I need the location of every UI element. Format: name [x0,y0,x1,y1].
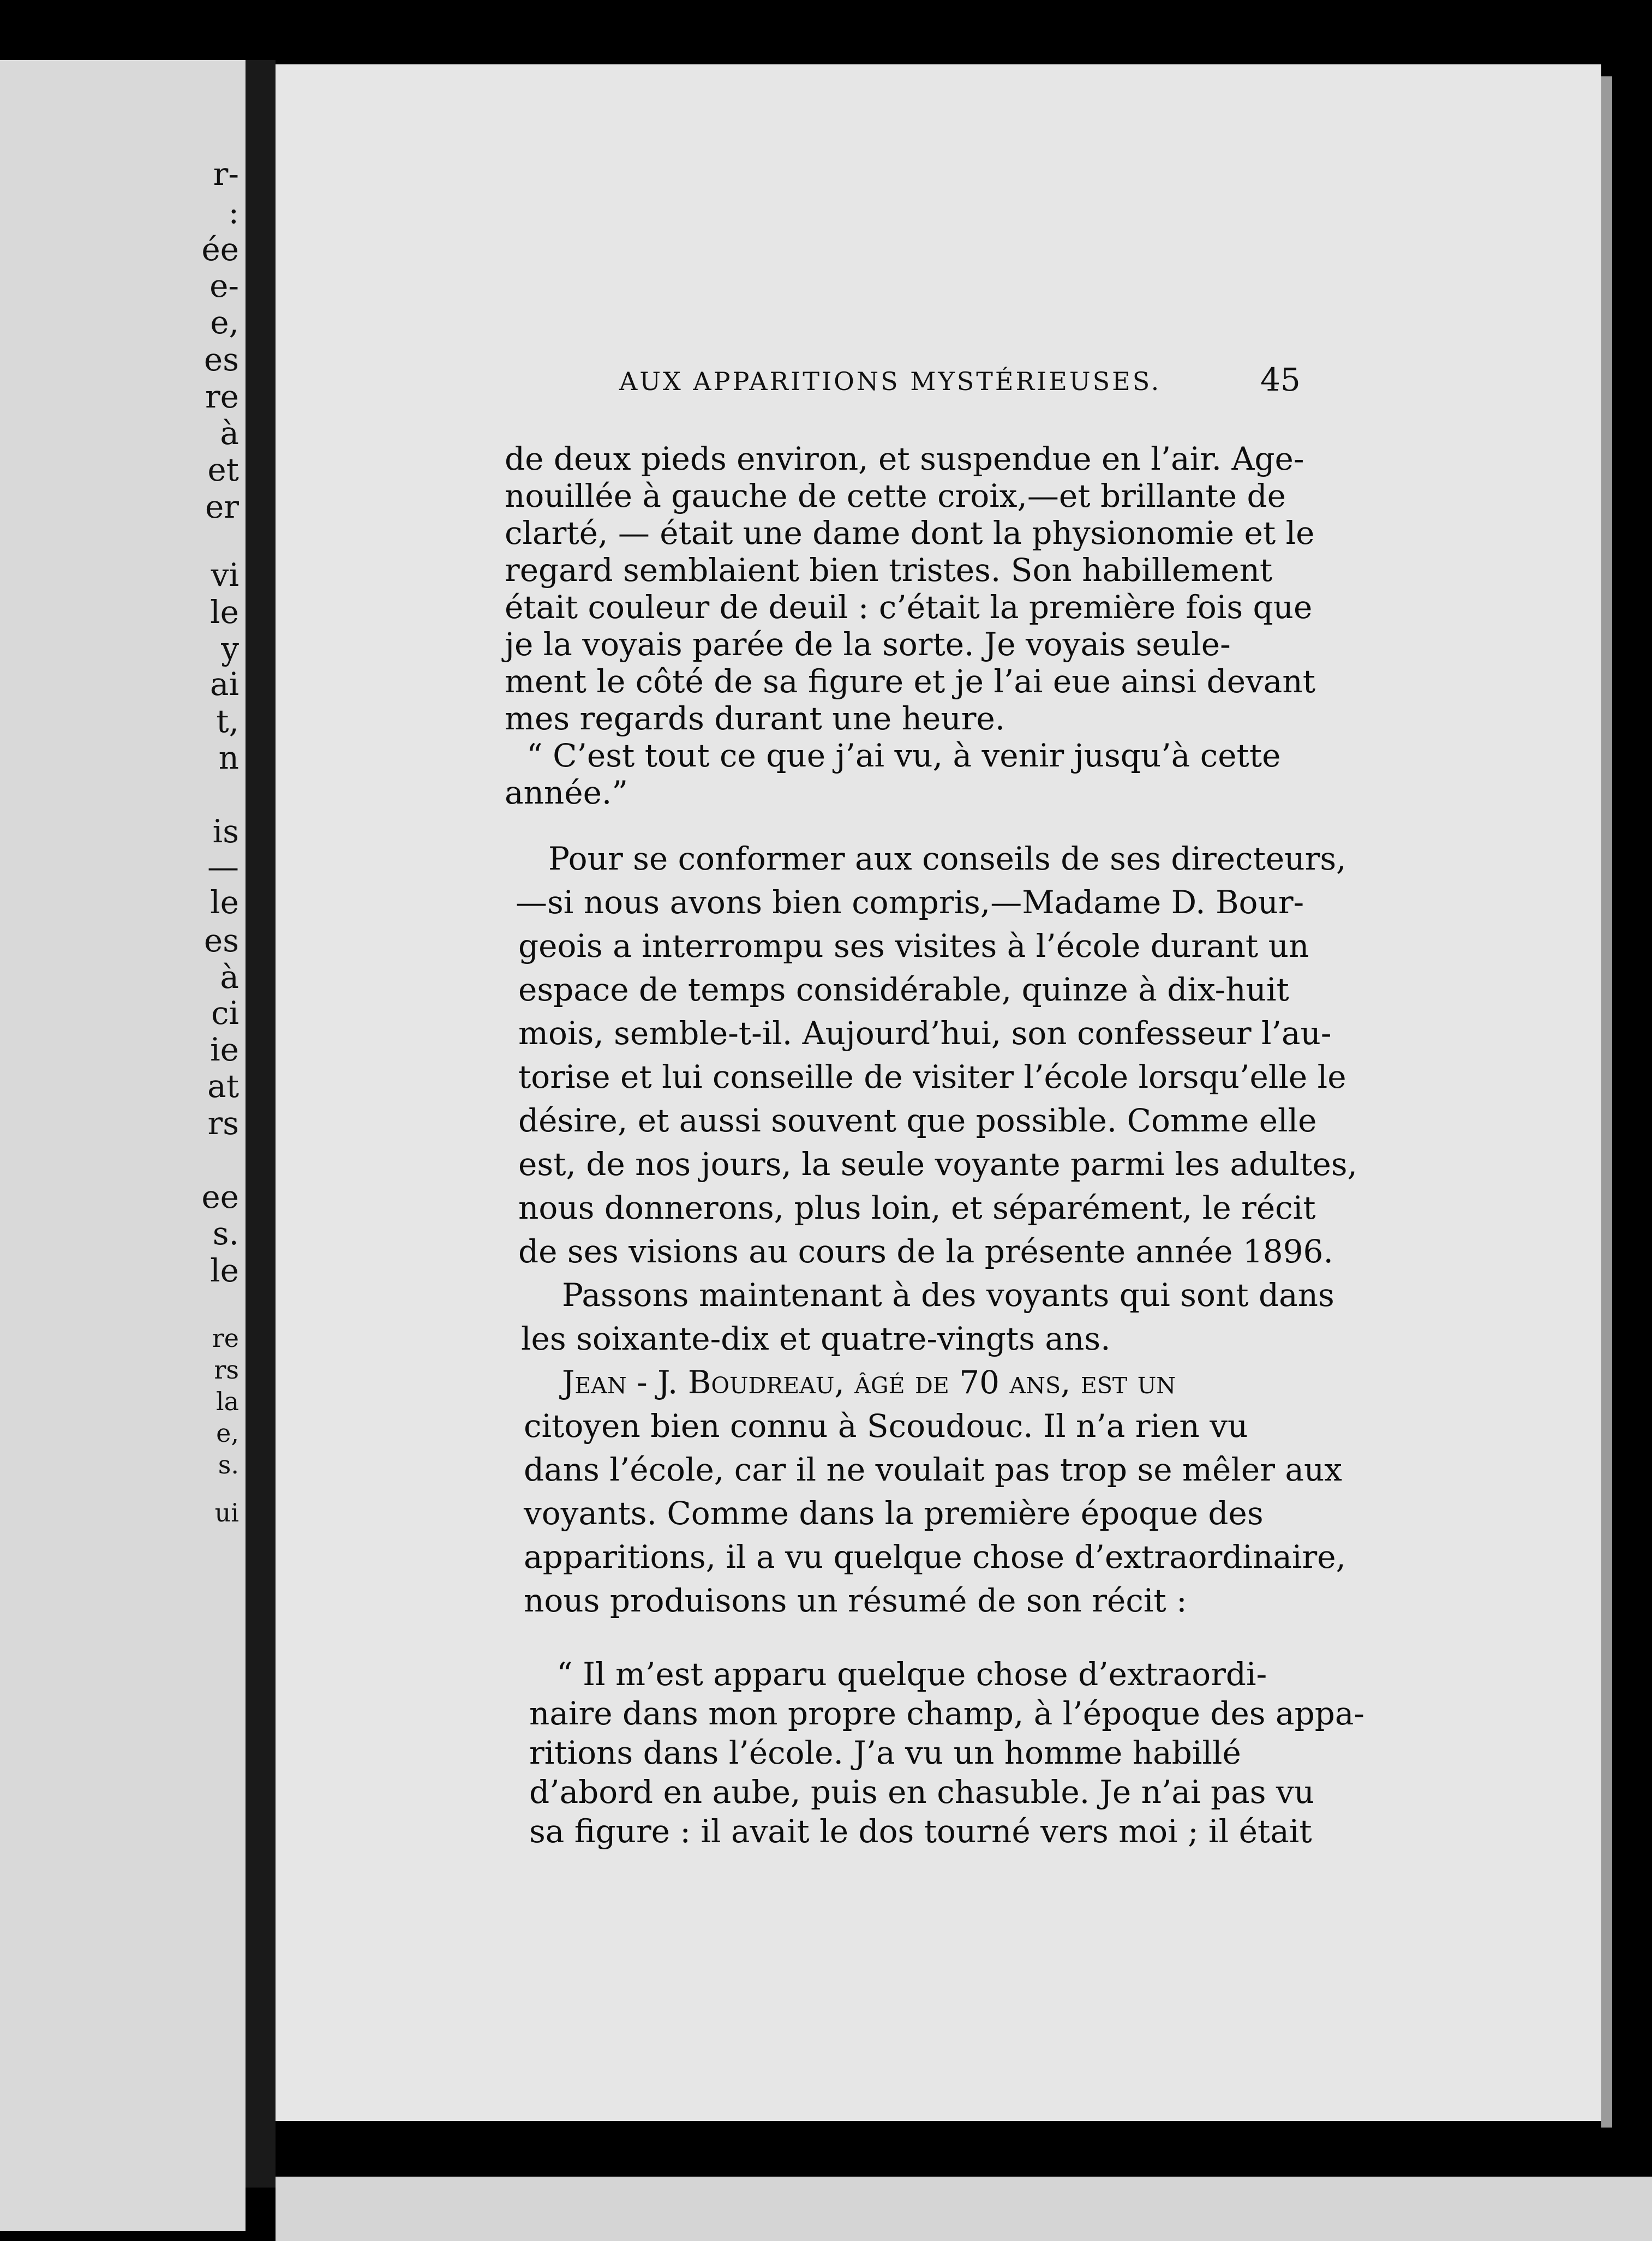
left-fragment: ie [210,1031,239,1068]
left-fragment: at [207,1068,239,1105]
left-fragment: r- [213,155,239,193]
text-line: naire dans mon propre champ, à l’époque des appa- [529,1695,1365,1732]
text-line: nouillée à gauche de cette croix,—et brillante de [505,477,1286,514]
text-line: Pour se conformer aux conseils de ses directeurs, [548,840,1346,877]
page-edge [1601,76,1612,2128]
text-line: voyants. Comme dans la première époque des [524,1495,1264,1532]
text-line: année.” [505,774,629,811]
text-line: mois, semble-t-il. Aujourd’hui, son confesseur l’au- [518,1015,1332,1052]
left-fragment: re [205,378,239,415]
left-fragment: er [205,488,239,525]
left-page-margin [0,60,246,2231]
text-line: d’abord en aube, puis en chasuble. Je n’ai pas vu [529,1773,1315,1811]
left-page [0,60,246,2231]
text-line: je la voyais parée de la sorte. Je voyais seule- [505,626,1231,663]
text-line: —si nous avons bien compris,—Madame D. Bour- [516,884,1304,921]
left-fragment: le [210,1252,239,1289]
left-fragment: ui [214,1498,239,1527]
text-line: apparitions, il a vu quelque chose d’extraordinaire, [524,1538,1346,1575]
left-fragment: rs [207,1105,239,1142]
text-line: regard semblaient bien tristes. Son habillement [505,552,1273,589]
text-line: de deux pieds environ, et suspendue en l’air. Age- [505,440,1304,477]
left-fragment: t, [216,703,239,740]
text-line: geois a interrompu ses visites à l’école durant un [518,927,1309,964]
text-line: “ C’est tout ce que j’ai vu, à venir jusqu’à cette [526,737,1281,774]
left-fragment: e- [210,267,239,304]
left-fragment: : [228,194,239,231]
text-line: clarté, — était une dame dont la physionomie et le [505,514,1315,552]
left-fragment: et [207,451,239,488]
left-fragment: ée [201,231,239,268]
left-fragment: le [210,594,239,631]
left-fragment: ci [211,994,239,1032]
left-fragment: vi [211,556,239,594]
left-fragment: n [218,739,239,776]
text-line: “ Il m’est apparu quelque chose d’extraordi- [556,1656,1267,1693]
text-line: Passons maintenant à des voyants qui sont dans [562,1277,1334,1314]
left-fragment: s. [212,1215,239,1252]
page-number: 45 [1260,361,1301,398]
text-line: ritions dans l’école. J’a vu un homme habillé [529,1734,1241,1771]
left-fragment: le [210,884,239,921]
left-fragment: e, [210,304,239,341]
left-fragment: à [220,958,239,996]
text-line: Jean - J. Boudreau, âgé de 70 ans, est un [562,1364,1176,1401]
left-fragment: ee [201,1178,239,1215]
text-line: nous produisons un résumé de son récit : [524,1582,1187,1619]
left-fragment: re [212,1323,239,1353]
left-fragment: es [203,341,239,378]
text-line: ment le côté de sa figure et je l’ai eue ainsi devant [505,663,1316,700]
text-line: citoyen bien connu à Scoudouc. Il n’a rien vu [524,1407,1248,1445]
next-page-strip [276,2177,1652,2241]
text-line: les soixante-dix et quatre-vingts ans. [521,1320,1111,1357]
text-line: est, de nos jours, la seule voyante parmi les adultes, [518,1146,1357,1183]
left-fragment: rs [214,1355,239,1385]
text-line: espace de temps considérable, quinze à dix-huit [518,971,1289,1008]
text-line: dans l’école, car il ne voulait pas trop se mêler aux [524,1451,1343,1488]
text-line: mes regards durant une heure. [505,700,1005,737]
left-fragment: es [203,922,239,959]
running-title: AUX APPARITIONS MYSTÉRIEUSES. [619,367,1162,396]
left-fragment: e, [216,1418,239,1448]
text-line: était couleur de deuil : c’était la première fois que [505,589,1313,626]
text-line: nous donnerons, plus loin, et séparément, le récit [518,1189,1316,1226]
book-gutter [246,60,276,2188]
text-line: torise et lui conseille de visiter l’école lorsqu’elle le [518,1058,1346,1095]
text-line: de ses visions au cours de la présente année 1896. [518,1233,1333,1270]
left-fragment: s. [218,1450,239,1479]
left-fragment: is [212,813,239,850]
left-fragment: ai [210,666,239,703]
left-fragment: — [207,848,239,885]
left-fragment: la [216,1387,239,1416]
left-fragment: y [221,630,239,667]
text-line: désire, et aussi souvent que possible. Comme elle [518,1102,1317,1139]
text-line: sa figure : il avait le dos tourné vers moi ; il était [529,1813,1312,1850]
left-fragment: à [220,415,239,452]
